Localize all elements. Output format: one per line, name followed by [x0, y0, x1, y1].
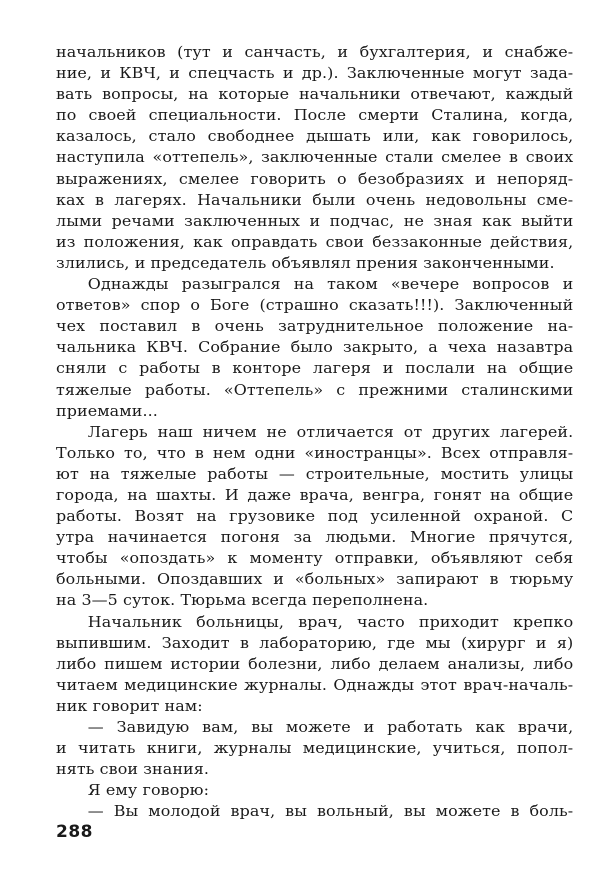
text-line: Начальник больницы, врач, часто приходит крепко	[87, 612, 574, 631]
text-line: тяжелые работы. «Оттепель» с прежними сталинскими	[56, 380, 574, 399]
text-line: Лагерь наш ничем не отличается от других лагерей.	[87, 422, 574, 441]
text-line: вать вопросы, на которые начальники отвечают, каждый	[56, 85, 574, 104]
text-line: ние, и КВЧ, и спецчасть и др.). Заключенные могут зада-	[56, 64, 574, 83]
text-line: — Завидую вам, вы можете и работать как врачи,	[87, 718, 574, 736]
text-line: чех поставил в очень затруднительное положение на-	[56, 317, 574, 336]
text-line: города, на шахты. И даже врача, венгра, гонят на общие	[56, 485, 574, 504]
text-line: Однажды разыгрался на таком «вечере вопросов и	[87, 275, 574, 294]
text-line: наступила «оттепель», заключенные стали смелее в своих	[56, 148, 574, 167]
text-line: ответов» спор о Боге (страшно сказать!!!). Заключенный	[56, 296, 574, 315]
text-line: и читать книги, журналы медицинские, учиться, попол-	[56, 739, 574, 758]
text-line: нять свои знания.	[56, 760, 210, 779]
text-line: по своей специальности. После смерти Сталина, когда,	[56, 106, 574, 125]
text-line: чальника КВЧ. Собрание было закрыто, а чеха назавтра	[56, 338, 574, 357]
text-line: ют на тяжелые работы — строительные, мостить улицы	[56, 464, 574, 483]
text-line: выражениях, смелее говорить о безобразиях и непоряд-	[56, 169, 574, 188]
text-line: Я ему говорю:	[87, 781, 210, 800]
text-line: чтобы «опоздать» к моменту отправки, объявляют себя	[56, 549, 574, 568]
text-line: на 3—5 суток. Тюрьма всегда переполнена.	[56, 591, 429, 610]
text-line: выпившим. Заходит в лабораторию, где мы (хирург и я)	[56, 633, 574, 652]
text-line: утра начинается погоня за людьми. Многие прячутся,	[56, 528, 574, 547]
page-number: 288	[56, 822, 93, 842]
text-line: — Вы молодой врач, вы вольный, вы можете в боль-	[87, 802, 574, 821]
text-line: ник говорит нам:	[56, 696, 203, 715]
text-line: злились, и председатель объявлял прения законченными.	[56, 253, 555, 272]
text-line: работы. Возят на грузовике под усиленной охраной. С	[56, 507, 574, 526]
text-line: Только то, что в нем одни «иностранцы». Всех отправля-	[56, 443, 574, 462]
page-body-text	[56, 42, 573, 822]
text-line: читаем медицинские журналы. Однажды этот врач-началь-	[56, 675, 574, 694]
text-line: из положения, как оправдать свои беззаконные действия,	[56, 232, 574, 251]
text-line: лыми речами заключенных и подчас, не зная как выйти	[56, 211, 574, 230]
text-line: ках в лагерях. Начальники были очень недовольны сме-	[56, 190, 574, 209]
text-line: казалось, стало свободнее дышать или, как говорилось,	[56, 127, 574, 146]
text-line: сняли с работы в конторе лагеря и послали на общие	[56, 359, 574, 378]
text-line: либо пишем истории болезни, либо делаем анализы, либо	[56, 654, 574, 673]
text-line: приемами...	[56, 401, 158, 420]
text-line: начальников (тут и санчасть, и бухгалтерия, и снабже-	[56, 43, 574, 61]
text-line: больными. Опоздавших и «больных» запирают в тюрьму	[56, 570, 574, 589]
